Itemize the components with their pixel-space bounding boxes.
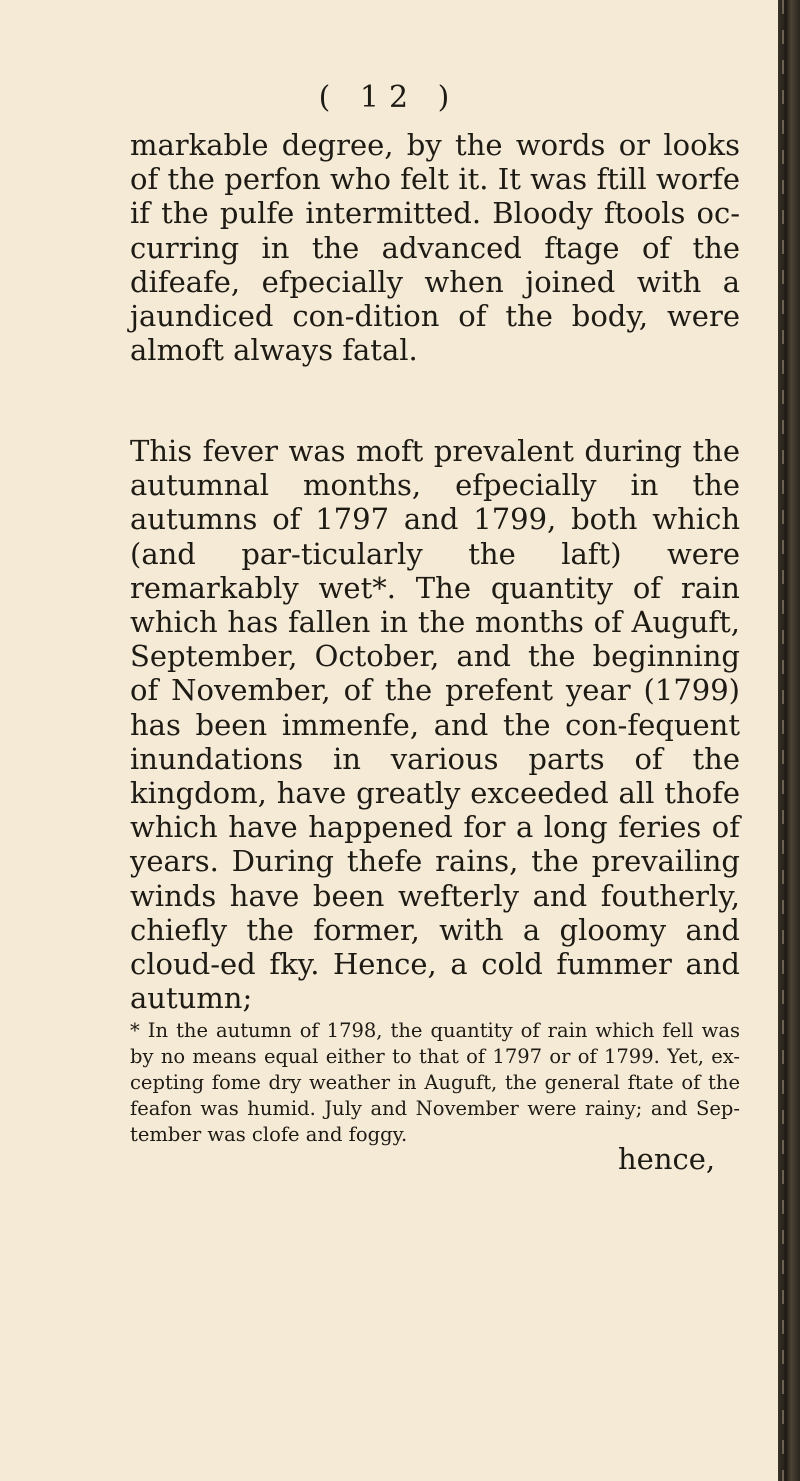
catchword: hence, — [618, 1142, 716, 1176]
book-binding-edge — [778, 0, 800, 1481]
page-header: ( 12 ) — [318, 80, 460, 115]
footnote: * In the autumn of 1798, the quantity of rain which fell was by no means equal either to that of 1797 or of 1799. Yet, ex-cepting fome dry weather in Auguft, the general ftate of the feafon was humid. July and November were rainy; and Sep-tember was clofe and foggy. — [130, 1019, 740, 1146]
paragraph-1: markable degree, by the words or looks of the perfon who felt it. It was ftill worfe if the pulfe intermitted. Bloody ftools oc-curring in the advanced ftage of the difeafe, efpecially when joined with a jaundiced con-dition of the body, were almoft always fatal. — [130, 128, 740, 368]
paragraph-2: This fever was moft prevalent during the autumnal months, efpecially in the autumns of 1797 and 1799, both which (and par-ticularly the laft) were remarkably wet*. The quantity of rain which has fallen in the months of Auguft, September, October, and the beginning of November, of the prefent year (1799) has been immenfe, and the con-fequent inundations in various parts of the kingdom, have greatly exceeded all thofe which have happened for a long feries of years. During thefe rains, the prevailing winds have been wefterly and foutherly, chiefly the former, with a gloomy and cloud-ed fky. Hence, a cold fummer and autumn; — [130, 434, 740, 1016]
